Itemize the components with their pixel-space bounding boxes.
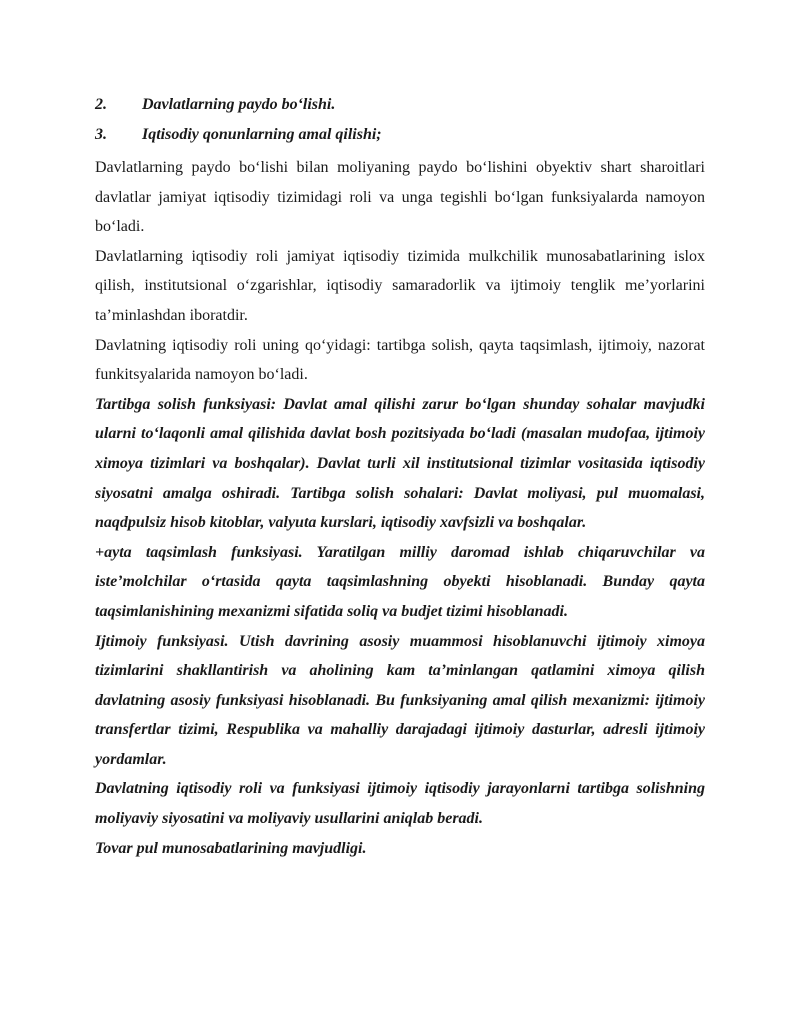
list-item <box>95 123 705 147</box>
list-item-text: Davlatlarning paydo bo‘lishi. <box>142 96 336 113</box>
emphasis-paragraph: Davlatning iqtisodiy roli va funksiyasi ijtimoiy iqtisodiy jarayonlarni tartibga solishning moliyaviy siyosatini va moliyaviy usullarini aniqlab beradi. <box>95 780 705 828</box>
emphasis-paragraph: Ijtimoiy funksiyasi. Utish davrining asosiy muammosi hisoblanuvchi ijtimoiy ximoya tizimlarini shakllantirish va aholining kam ta’minlangan qatlamini ximoya qilish davlatning asosiy funksiyasi hisoblanadi. Bu funksiyaning amal qilish mexanizmi: ijtimoiy transfertlar tizimi, Respublika va mahalliy darajadagi ijtimoiy dasturlar, adresli ijtimoiy yordamlar. <box>95 632 705 768</box>
body-paragraph: Davlatlarning iqtisodiy roli jamiyat iqtisodiy tizimida mulkchilik munosabatlarining islox qilish, institutsional o‘zgarishlar, iqtisodiy samaradorlik va ijtimoiy tenglik me’yorlarini ta’minlashdan iboratdir. <box>95 247 705 324</box>
list-item <box>95 93 705 117</box>
list-item-number: 2. <box>95 96 107 113</box>
body-paragraph: Davlatlarning paydo bo‘lishi bilan moliyaning paydo bo‘lishini obyektiv shart sharoitlari davlatlar jamiyat iqtisodiy tizimidagi roli va unga tegishli bo‘lgan funksiyalarda namoyon bo‘ladi. <box>95 159 705 236</box>
emphasis-paragraph: +ayta taqsimlash funksiyasi. Yaratilgan milliy daromad ishlab chiqaruvchilar va iste’molchilar o‘rtasida qayta taqsimlashning obyekti hisoblanadi. Bunday qayta taqsimlanishining mexanizmi sifatida soliq va budjet tizimi hisoblanadi. <box>95 543 705 620</box>
emphasis-paragraph: Tartibga solish funksiyasi: Davlat amal qilishi zarur bo‘lgan shunday sohalar mavjudki ularni to‘laqonli amal qilishida davlat bosh pozitsiyada bo‘ladi (masalan mudofaa, ijtimoiy ximoya tizimlari va boshqalar). Davlat turli xil institutsional tizimlar vositasida iqtisodiy siyosatni amalga oshiradi. Tartibga solish sohalari: Davlat moliyasi, pul muomalasi, naqdpulsiz hisob kitoblar, valyuta kurslari, iqtisodiy xavfsizli va boshqalar. <box>95 395 705 532</box>
body-paragraph: Davlatning iqtisodiy roli uning qo‘yidagi: tartibga solish, qayta taqsimlash, ijtimoiy, nazorat funkitsyalarida namoyon bo‘ladi. <box>95 336 705 384</box>
list-item-text: Iqtisodiy qonunlarning amal qilishi; <box>142 126 382 143</box>
list-item-number: 3. <box>95 126 107 143</box>
emphasis-paragraph: Tovar pul munosabatlarining mavjudligi. <box>95 839 367 857</box>
document-page <box>95 93 705 863</box>
